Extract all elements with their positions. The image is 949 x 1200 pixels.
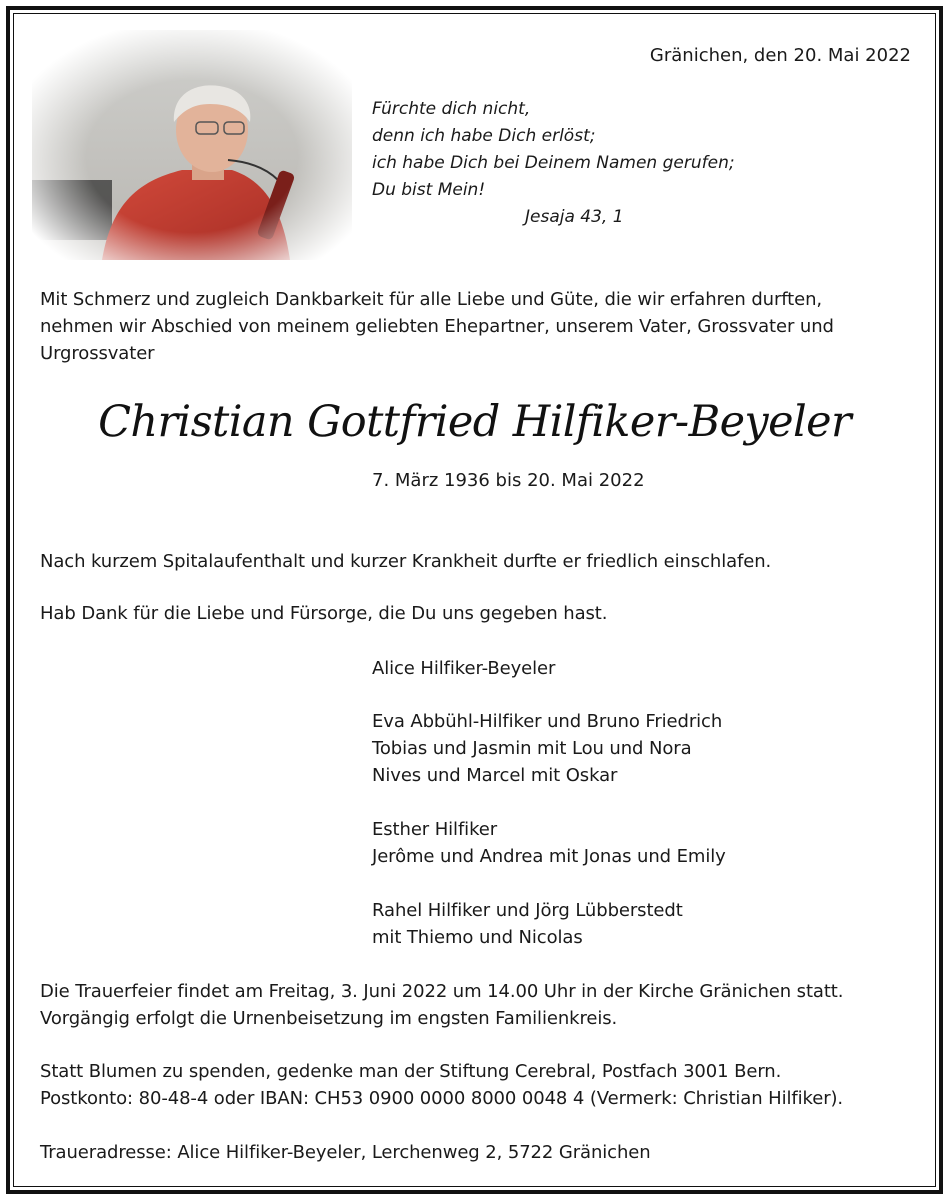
intro-line: Urgrossvater [40,343,155,364]
family-group-rahel [372,897,683,951]
portrait-photo [32,30,352,260]
family-line: Rahel Hilfiker und Jörg Lübberstedt [372,900,683,921]
service-line: Vorgängig erfolgt die Urnenbeisetzung im engsten Familienkreis. [40,1008,618,1029]
family-line: mit Thiemo und Nicolas [372,927,583,948]
verse-line: Fürchte dich nicht, [372,99,531,119]
intro-line: Mit Schmerz und zugleich Dankbarkeit für alle Liebe und Güte, die wir erfahren durften, [40,289,823,310]
family-group-esther [372,816,726,870]
donation-line: Postkonto: 80-48-4 oder IBAN: CH53 0900 0000 8000 0048 4 (Vermerk: Christian Hilfiker). [40,1088,844,1109]
family-line: Tobias und Jasmin mit Lou und Nora [372,738,692,759]
verse-reference: Jesaja 43, 1 [525,207,624,227]
family-line: Nives und Marcel mit Oskar [372,765,618,786]
life-dates: 7. März 1936 bis 20. Mai 2022 [372,470,645,491]
bible-verse [372,96,735,204]
intro-line: nehmen wir Abschied von meinem geliebten Ehepartner, unserem Vater, Grossvater und [40,316,834,337]
place-date: Gränichen, den 20. Mai 2022 [649,45,911,66]
family-line: Jerôme und Andrea mit Jonas und Emily [372,846,726,867]
donation-info [40,1058,843,1112]
service-info [40,978,843,1032]
thanks-text: Hab Dank für die Liebe und Fürsorge, die Du uns gegeben hast. [40,603,608,624]
donation-line: Statt Blumen zu spenden, gedenke man der Stiftung Cerebral, Postfach 3001 Bern. [40,1061,782,1082]
verse-line: Du bist Mein! [372,180,486,200]
family-line: Eva Abbühl-Hilfiker und Bruno Friedrich [372,711,723,732]
spouse-name: Alice Hilfiker-Beyeler [372,658,556,679]
family-group-eva [372,708,722,789]
verse-line: ich habe Dich bei Deinem Namen gerufen; [372,153,735,173]
mourning-address: Traueradresse: Alice Hilfiker-Beyeler, Lerchenweg 2, 5722 Gränichen [40,1142,651,1163]
verse-line: denn ich habe Dich erlöst; [372,126,596,146]
service-line: Die Trauerfeier findet am Freitag, 3. Juni 2022 um 14.00 Uhr in der Kirche Gränichen statt. [40,981,844,1002]
deceased-name: Christian Gottfried Hilfiker-Beyeler [98,397,851,447]
intro-paragraph [40,286,834,367]
family-line: Esther Hilfiker [372,819,498,840]
passing-text: Nach kurzem Spitalaufenthalt und kurzer Krankheit durfte er friedlich einschlafen. [40,551,772,572]
